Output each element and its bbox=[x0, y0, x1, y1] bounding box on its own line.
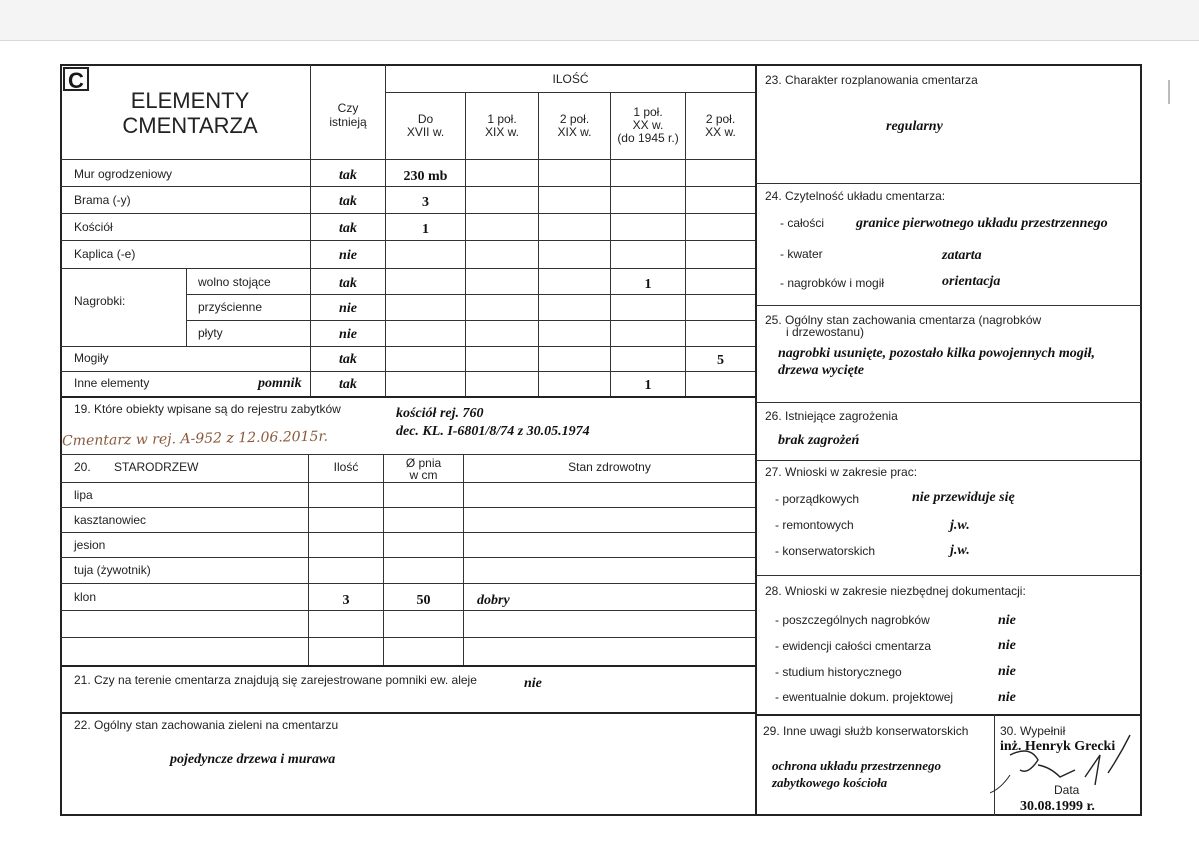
element-row-exists: nie bbox=[339, 327, 357, 342]
q27-item-value: nie przewiduje się bbox=[912, 490, 1015, 505]
element-row-label: płyty bbox=[198, 326, 223, 340]
q23-label: 23. Charakter rozplanowania cmentarza bbox=[765, 73, 978, 87]
q25-label-line1: 25. Ogólny stan zachowania cmentarza (nagrobków bbox=[765, 313, 1042, 327]
element-row-label: przyścienne bbox=[198, 300, 263, 314]
q25-value-line1: nagrobki usunięte, pozostało kilka powojennych mogił, bbox=[778, 346, 1095, 361]
q24-item-value: granice pierwotnego układu przestrzennego bbox=[856, 216, 1108, 231]
period-header-line: Do bbox=[417, 112, 434, 126]
q26-label: 26. Istniejące zagrożenia bbox=[765, 409, 898, 423]
q28-item-label: - studium historycznego bbox=[775, 665, 902, 679]
q27-item-label: - remontowych bbox=[775, 518, 854, 532]
q25-label-line2: i drzewostanu) bbox=[786, 325, 865, 339]
element-row-exists: tak bbox=[339, 221, 357, 236]
element-row-quantity: 1 bbox=[644, 378, 652, 393]
element-row-exists: tak bbox=[339, 377, 357, 392]
q21-value: nie bbox=[524, 676, 542, 691]
nagrobki-label: Nagrobki: bbox=[74, 294, 126, 308]
element-row-exists: tak bbox=[339, 276, 357, 291]
tree-name: tuja (żywotnik) bbox=[74, 563, 151, 577]
elements-title-line1: ELEMENTY bbox=[130, 88, 250, 113]
q20-col-health: Stan zdrowotny bbox=[568, 460, 651, 474]
q24-item-label: - całości bbox=[780, 216, 825, 230]
q24-item-label: - nagrobków i mogił bbox=[780, 276, 885, 290]
q28-item-label: - ewidencji całości cmentarza bbox=[775, 639, 932, 653]
elements-title-line2: CMENTARZA bbox=[122, 113, 258, 138]
q30-label: 30. Wypełnił bbox=[1000, 724, 1066, 738]
q26-value: brak zagrożeń bbox=[778, 433, 860, 448]
element-row-label: Mogiły bbox=[74, 351, 109, 365]
tree-name: klon bbox=[74, 590, 97, 604]
element-row-label: Kaplica (-e) bbox=[74, 247, 136, 261]
period-header-line: XVII w. bbox=[406, 125, 445, 139]
q23-value: regularny bbox=[886, 119, 943, 134]
q29-value-line1: ochrona układu przestrzennego bbox=[772, 758, 942, 773]
element-row-exists: tak bbox=[339, 194, 357, 209]
q28-item-label: - ewentualnie dokum. projektowej bbox=[775, 690, 954, 704]
q28-item-label: - poszczególnych nagrobków bbox=[775, 613, 930, 627]
element-row-quantity: 1 bbox=[422, 222, 429, 237]
tree-diameter: 50 bbox=[416, 593, 431, 608]
q19-value-line2: dec. KL. I-6801/8/74 z 30.05.1974 bbox=[396, 424, 590, 439]
element-row-exists: nie bbox=[339, 301, 357, 316]
q20-number: 20. bbox=[74, 460, 91, 474]
q25-value-line2: drzewa wycięte bbox=[778, 363, 864, 378]
tree-name: jesion bbox=[74, 538, 106, 552]
tree-count: 3 bbox=[342, 593, 350, 608]
q20-col-diameter-l1: Ø pnia bbox=[405, 456, 442, 470]
q28-label: 28. Wnioski w zakresie niezbędnej dokumentacji: bbox=[765, 584, 1026, 598]
q19-handwritten-note: Cmentarz w rej. A-952 z 12.06.2015r. bbox=[61, 428, 329, 450]
scan-edge-mark bbox=[1168, 80, 1170, 104]
section-letter: C bbox=[63, 67, 89, 91]
tree-name: lipa bbox=[74, 488, 93, 502]
element-row-label: Inne elementy bbox=[74, 376, 150, 390]
quantity-header: ILOŚĆ bbox=[552, 72, 589, 86]
q22-value: pojedyncze drzewa i murawa bbox=[170, 752, 336, 767]
element-row-quantity: 3 bbox=[422, 195, 429, 210]
q24-item-value: orientacja bbox=[942, 274, 1001, 289]
q27-item-label: - konserwatorskich bbox=[775, 544, 876, 558]
q27-item-label: - porządkowych bbox=[775, 492, 860, 506]
scan-top-band bbox=[0, 0, 1199, 41]
signature-scribble bbox=[990, 715, 1140, 815]
element-row-quantity: 1 bbox=[644, 277, 652, 292]
period-header-line: XX w. bbox=[632, 118, 664, 132]
exists-header-line1: Czy bbox=[337, 101, 359, 115]
q22-label: 22. Ogólny stan zachowania zieleni na cmentarzu bbox=[74, 718, 339, 732]
period-header-line: XIX w. bbox=[557, 125, 592, 139]
q27-item-value: j.w. bbox=[950, 518, 970, 533]
q20-col-count: Ilość bbox=[333, 460, 359, 474]
q29-label: 29. Inne uwagi służb konserwatorskich bbox=[763, 724, 969, 738]
period-header-line: 1 poł. bbox=[633, 105, 663, 119]
q24-label: 24. Czytelność układu cmentarza: bbox=[765, 189, 946, 203]
tree-health: dobry bbox=[477, 593, 510, 608]
q29-value-line2: zabytkowego kościoła bbox=[772, 775, 888, 790]
q27-item-value: j.w. bbox=[950, 543, 970, 558]
q28-item-value: nie bbox=[998, 613, 1016, 628]
element-row-quantity: 230 mb bbox=[403, 169, 448, 184]
q21-label: 21. Czy na terenie cmentarza znajdują się zarejestrowane pomniki ew. aleje bbox=[74, 673, 477, 687]
q19-label: 19. Które obiekty wpisane są do rejestru zabytków bbox=[74, 402, 341, 416]
period-header-line: 1 poł. bbox=[487, 112, 517, 126]
q30-date-label: Data bbox=[1054, 783, 1080, 797]
q20-col-diameter-l2: w cm bbox=[409, 468, 438, 482]
q28-item-value: nie bbox=[998, 638, 1016, 653]
q30-date: 30.08.1999 r. bbox=[1020, 799, 1095, 814]
period-header-line: (do 1945 r.) bbox=[617, 131, 679, 145]
element-row-exists: tak bbox=[339, 352, 357, 367]
q30-name: inż. Henryk Grecki bbox=[1000, 739, 1116, 754]
other-elements-value: pomnik bbox=[258, 376, 302, 391]
q19-value-line1: kościół rej. 760 bbox=[396, 406, 484, 421]
element-row-quantity: 5 bbox=[717, 353, 724, 368]
q28-item-value: nie bbox=[998, 664, 1016, 679]
element-row-label: wolno stojące bbox=[198, 275, 271, 289]
q27-label: 27. Wnioski w zakresie prac: bbox=[765, 465, 918, 479]
period-header-line: XX w. bbox=[705, 125, 736, 139]
q24-item-label: - kwater bbox=[780, 247, 823, 261]
element-row-label: Kościół bbox=[74, 220, 113, 234]
q28-item-value: nie bbox=[998, 690, 1016, 705]
exists-header-line2: istnieją bbox=[329, 115, 367, 129]
period-header-line: XIX w. bbox=[484, 125, 519, 139]
period-header-line: 2 poł. bbox=[705, 112, 736, 126]
q20-label: STARODRZEW bbox=[114, 460, 199, 474]
element-row-exists: tak bbox=[339, 168, 357, 183]
tree-name: kasztanowiec bbox=[74, 513, 147, 527]
period-header-line: 2 poł. bbox=[559, 112, 590, 126]
q24-item-value: zatarta bbox=[942, 248, 982, 263]
element-row-label: Brama (-y) bbox=[74, 193, 131, 207]
element-row-exists: nie bbox=[339, 248, 357, 263]
element-row-label: Mur ogrodzeniowy bbox=[74, 167, 173, 181]
